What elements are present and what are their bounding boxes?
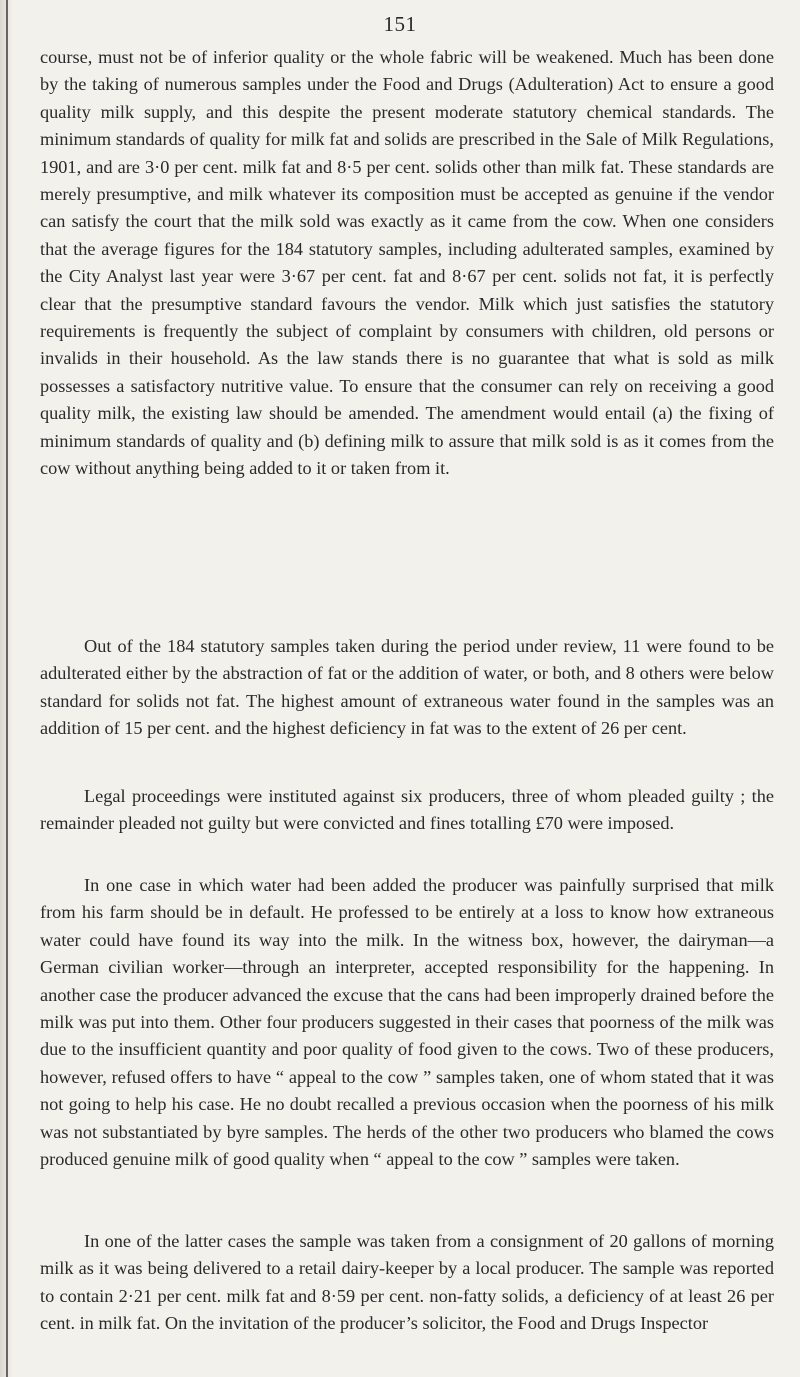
paragraph-milk-standards: course, must not be of inferior quality or the whole fabric will be weakened. Much has been done by the taking of numerous samples under the Food and Drugs (Adulteration) Act to ensure a good quality milk supply, and this despite the present moderate statutory chemical standards. The minimum standards of quality for milk fat and solids are prescribed in the Sale of Milk Regulations, 1901, and are 3·0 per cent. milk fat and 8·5 per cent. solids other than milk fat. These standards are merely presumptive, and milk whatever its composition must be accepted as genuine if the vendor can satisfy the court that the milk sold was exactly as it came from the cow. When one considers that the average figures for the 184 statutory samples, including adulterated samples, examined by the City Analyst last year were 3·67 per cent. fat and 8·67 per cent. solids not fat, it is perfectly clear that the presumptive standard favours the vendor. Milk which just satisfies the statutory requirements is frequently the subject of complaint by consumers with children, old persons or invalids in their household. As the law stands there is no guarantee that what is sold as milk possesses a satisfactory nutritive value. To ensure that the consumer can rely on receiving a good quality milk, the existing law should be amended. The amendment would entail (a) the fixing of minimum standards of quality and (b) defining milk to assure that milk sold is as it comes from the cow without anything being added to it or taken from it. [40, 47, 774, 479]
paragraph-legal-proceedings: Legal proceedings were instituted against six producers, three of whom pleaded guilty ; the remainder pleaded not guilty but were convicted and fines totalling £70 were imposed. [40, 786, 774, 834]
paragraph-water-case: In one case in which water had been added the producer was painfully surprised that milk from his farm should be in default. He professed to be entirely at a loss to know how extraneous water could have found its way into the milk. In the witness box, however, the dairyman—a German civilian worker—through an interpreter, accepted responsibility for the happening. In another case the producer advanced the excuse that the cans had been improperly drained before the milk was put into them. Other four producers suggested in their cases that poorness of the milk was due to the insufficient quantity and poor quality of food given to the cows. Two of these producers, however, refused offers to have “ appeal to the cow ” samples taken, one of whom stated that it was not going to help his case. He no doubt recalled a previous occasion when the poorness of his milk was not substantiated by byre samples. The herds of the other two producers who blamed the cows produced genuine milk of good quality when “ appeal to the cow ” samples were taken. [40, 875, 774, 1170]
page-number: 151 [383, 12, 417, 36]
binding-line [6, 0, 8, 1377]
paragraph-adulterated-samples: Out of the 184 statutory samples taken during the period under review, 11 were found to be adulterated either by the abstraction of fat or the addition of water, or both, and 8 others were below standard for solids not fat. The highest amount of extraneous water found in the samples was an addition of 15 per cent. and the highest deficiency in fat was to the extent of 26 per cent. [40, 636, 774, 739]
paragraph-consignment-case: In one of the latter cases the sample was taken from a consignment of 20 gallons of morning milk as it was being delivered to a retail dairy-keeper by a local producer. The sample was reported to contain 2·21 per cent. milk fat and 8·59 per cent. non-fatty solids, a deficiency of at least 26 per cent. in milk fat. On the invitation of the producer’s solicitor, the Food and Drugs Inspector [40, 1231, 774, 1334]
